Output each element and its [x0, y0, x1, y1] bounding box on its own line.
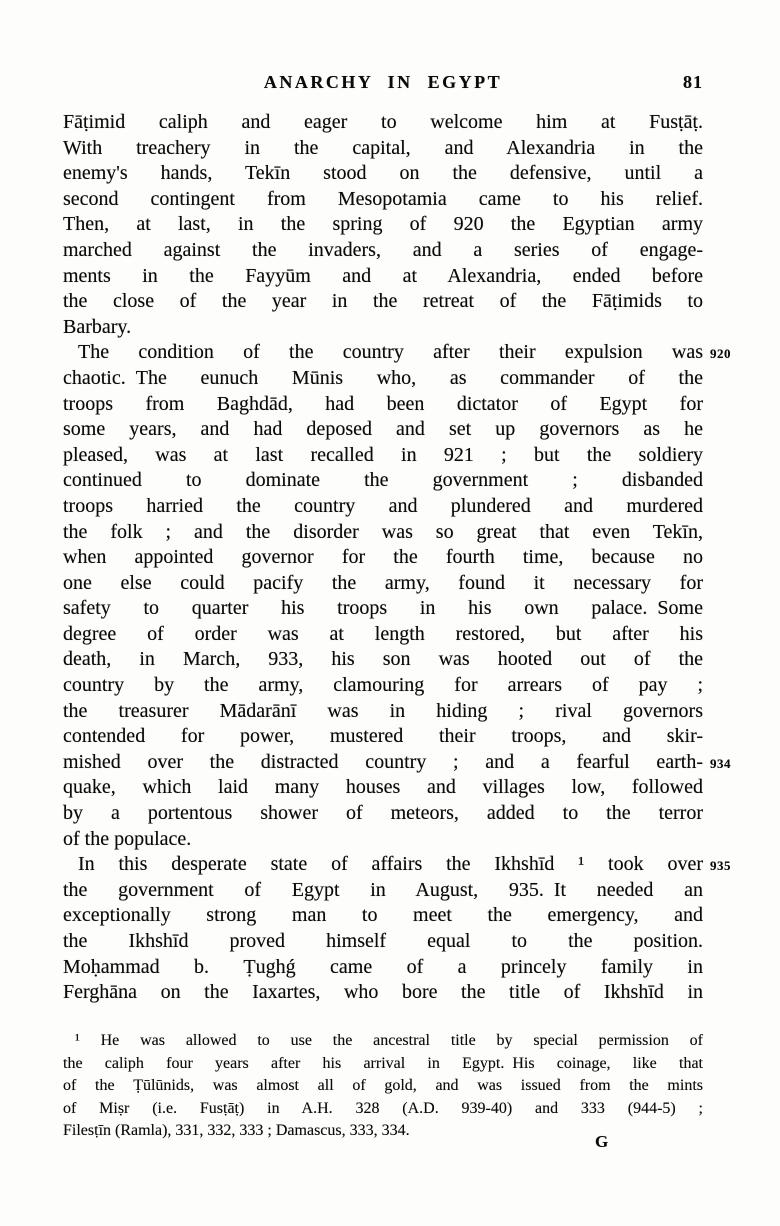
text-line: the government of Egypt in August, 935. It needed an: [63, 878, 703, 901]
margin-year-note: 920: [710, 346, 731, 362]
text-line: ¹ He was allowed to use the ancestral title by special permission of: [75, 1032, 703, 1049]
text-line: pleased, was at last recalled in 921 ; but the soldiery: [63, 443, 703, 466]
paragraph: [63, 1030, 703, 1143]
signature-mark: G: [595, 1132, 609, 1151]
text-line: mished over the distracted country ; and a fearful earth- 934: [63, 750, 731, 773]
text-line: degree of order was at length restored, but after his: [63, 622, 703, 645]
running-title: ANARCHY IN EGYPT: [263, 72, 503, 92]
text-line: With treachery in the capital, and Alexandria in the: [63, 136, 703, 159]
text-line: by a portentous shower of meteors, added to the terror: [63, 802, 703, 825]
paragraph: [63, 340, 731, 852]
text-line: troops from Baghdād, had been dictator of Egypt for: [63, 392, 703, 415]
text-line: Then, at last, in the spring of 920 the Egyptian army: [63, 213, 703, 236]
text-line: one else could pacify the army, found it necessary for: [63, 571, 703, 594]
footnote: [63, 1030, 703, 1143]
text-line: the close of the year in the retreat of the Fāṭimids to: [63, 290, 703, 313]
text-line: In this desperate state of affairs the Ikhshīd ¹ took over 935: [78, 853, 731, 876]
body-text: [63, 110, 731, 1006]
text-line: when appointed governor for the fourth time, because no: [63, 546, 703, 569]
text-line: of the Ṭūlūnids, was almost all of gold, and was issued from the mints: [63, 1077, 703, 1095]
text-line: exceptionally strong man to meet the emergency, and: [63, 904, 703, 927]
text-line: the Ikhshīd proved himself equal to the position.: [63, 930, 703, 952]
text-line: contended for power, mustered their troops, and skir-: [63, 725, 703, 748]
text-line: second contingent from Mesopotamia came to his relief.: [63, 187, 703, 210]
text-line: the folk ; and the disorder was so great that even Tekīn,: [63, 520, 703, 543]
text-line: troops harried the country and plundered and murdered: [63, 494, 703, 517]
text-line: some years, and had deposed and set up governors as he: [63, 418, 703, 441]
page-number: 81: [683, 72, 703, 92]
text-line: Barbary.: [63, 315, 132, 338]
text-line: The condition of the country after their expulsion was 920: [78, 341, 731, 364]
margin-year-note: 935: [710, 858, 731, 874]
text-line: death, in March, 933, his son was hooted out of the: [63, 648, 703, 671]
paragraph: [63, 110, 703, 340]
text-line: continued to dominate the government ; disbanded: [63, 469, 703, 492]
text-line: country by the army, clamouring for arrears of pay ;: [63, 674, 703, 697]
margin-year-note: 934: [710, 755, 731, 771]
text-line: chaotic. The eunuch Mūnis who, as commander of the: [63, 366, 703, 389]
paragraph: [63, 852, 731, 1006]
text-line: of the populace.: [63, 827, 192, 850]
page-header: [63, 72, 703, 96]
text-line: Moḥammad b. Ṭughǵ came of a princely family in: [63, 955, 703, 978]
text-line: the treasurer Mādarānī was in hiding ; rival governors: [63, 699, 703, 722]
text-line: safety to quarter his troops in his own palace. Some: [63, 597, 703, 620]
text-line: ments in the Fayyūm and at Alexandria, ended before: [63, 264, 703, 287]
text-line: Ferghāna on the Iaxartes, who bore the title of Ikhshīd in: [63, 981, 703, 1004]
text-line: quake, which laid many houses and villages low, followed: [63, 776, 703, 799]
text-line: marched against the invaders, and a series of engage-: [63, 238, 703, 261]
text-line: of Miṣr (i.e. Fusṭāṭ) in A.H. 328 (A.D. 939-40) and 333 (944-5) ;: [63, 1099, 703, 1117]
text-line: enemy's hands, Tekīn stood on the defensive, until a: [63, 162, 703, 185]
text-line: Filesṭīn (Ramla), 331, 332, 333 ; Damascus, 333, 334.: [63, 1122, 410, 1140]
text-line: Fāṭimid caliph and eager to welcome him at Fusṭāṭ.: [63, 111, 703, 133]
text-line: the caliph four years after his arrival in Egypt. His coinage, like that: [63, 1054, 703, 1072]
